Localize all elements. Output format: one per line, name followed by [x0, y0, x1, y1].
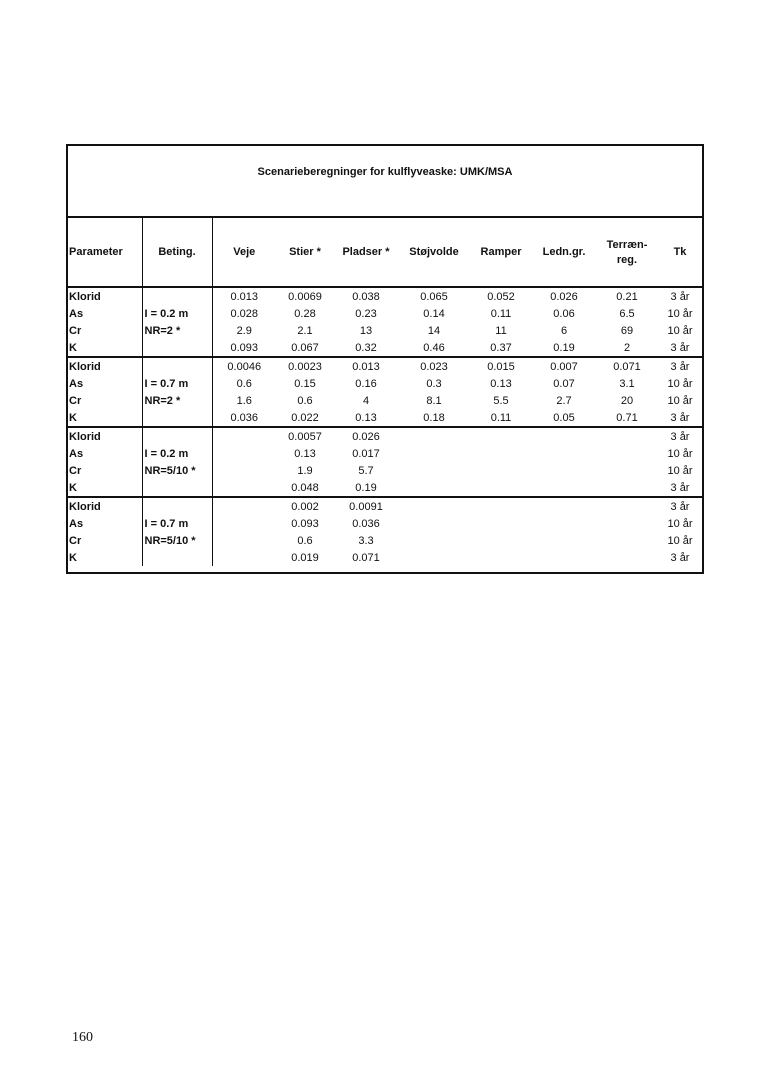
- value-cell: [532, 497, 596, 515]
- value-cell: 0.46: [398, 339, 470, 357]
- value-cell: [212, 427, 276, 445]
- value-cell: 0.13: [334, 409, 398, 427]
- value-cell: 0.0046: [227, 360, 262, 373]
- table-row: [68, 515, 702, 532]
- table-row: [68, 549, 702, 566]
- value-cell: 3 år: [658, 479, 702, 497]
- value-cell: [212, 515, 276, 532]
- table-row: [68, 532, 702, 549]
- value-cell: 3 år: [670, 500, 690, 513]
- value-cell: 0.37: [470, 339, 532, 357]
- value-cell: 10 år: [667, 324, 693, 337]
- value-cell: [398, 497, 470, 515]
- value-cell: 10 år: [667, 517, 693, 530]
- scenario-table: [68, 218, 702, 566]
- parameter-cell: Cr: [68, 532, 142, 549]
- table-row: [68, 357, 702, 375]
- condition-cell: I = 0.2 m: [142, 445, 212, 462]
- condition-cell: [142, 549, 212, 566]
- table-row: [68, 497, 702, 515]
- value-cell: 10 år: [667, 377, 693, 390]
- value-cell: [532, 462, 596, 479]
- value-cell: 10 år: [667, 394, 693, 407]
- value-cell: 0.093: [212, 339, 276, 357]
- value-cell: 3.3: [358, 534, 374, 547]
- value-cell: 0.052: [487, 290, 515, 303]
- value-cell: [532, 479, 596, 497]
- value-cell: [532, 515, 596, 532]
- parameter-cell: Klorid: [68, 427, 142, 445]
- value-cell: [398, 445, 470, 462]
- parameter-cell: Klorid: [68, 287, 142, 305]
- value-cell: [596, 479, 658, 497]
- col-header-pladser: Pladser *: [334, 218, 398, 287]
- value-cell: 5.7: [358, 464, 374, 477]
- col-header-parameter: Parameter: [68, 218, 142, 287]
- value-cell: 0.038: [352, 290, 380, 303]
- col-header-tk: Tk: [658, 218, 702, 287]
- col-header-stoejvolde: Støjvolde: [398, 218, 470, 287]
- value-cell: 0.036: [212, 409, 276, 427]
- value-cell: 0.048: [276, 479, 334, 497]
- col-header-terraen: [596, 218, 658, 287]
- value-cell: [212, 462, 276, 479]
- value-cell: [398, 532, 470, 549]
- value-cell: 0.71: [596, 409, 658, 427]
- table-row: [68, 339, 702, 357]
- col-header-ramper: Ramper: [470, 218, 532, 287]
- value-cell: [532, 427, 596, 445]
- col-header-beting: Beting.: [142, 218, 212, 287]
- value-cell: 0.015: [487, 360, 515, 373]
- table-body: [68, 287, 702, 566]
- value-cell: 8.1: [426, 394, 442, 407]
- value-cell: 0.6: [297, 394, 313, 407]
- value-cell: 0.002: [291, 500, 319, 513]
- terraen-line1: Terræn-: [606, 239, 648, 251]
- value-cell: 0.21: [616, 290, 638, 303]
- value-cell: [470, 549, 532, 566]
- condition-cell: [142, 479, 212, 497]
- value-cell: [398, 479, 470, 497]
- page-number: 160: [72, 1030, 93, 1045]
- value-cell: 0.017: [352, 447, 380, 460]
- value-cell: 0.16: [355, 377, 377, 390]
- value-cell: [470, 427, 532, 445]
- value-cell: 0.022: [276, 409, 334, 427]
- condition-cell: [142, 409, 212, 427]
- value-cell: 0.06: [553, 307, 575, 320]
- value-cell: [398, 462, 470, 479]
- value-cell: 6: [560, 324, 568, 337]
- value-cell: [596, 515, 658, 532]
- value-cell: [398, 427, 470, 445]
- value-cell: 0.071: [352, 551, 380, 564]
- value-cell: [596, 549, 658, 566]
- value-cell: [596, 532, 658, 549]
- terraen-line2: reg.: [616, 254, 638, 266]
- value-cell: 0.0023: [288, 360, 322, 373]
- value-cell: [596, 462, 658, 479]
- value-cell: 0.0069: [288, 290, 322, 303]
- condition-cell: NR=2 *: [142, 392, 212, 409]
- parameter-cell: K: [68, 549, 142, 566]
- value-cell: 3 år: [670, 430, 690, 443]
- value-cell: 0.019: [291, 551, 319, 564]
- value-cell: 6.5: [619, 307, 635, 320]
- value-cell: 69: [620, 324, 634, 337]
- value-cell: 0.071: [613, 360, 641, 373]
- value-cell: 0.13: [490, 377, 512, 390]
- value-cell: 5.5: [493, 394, 509, 407]
- condition-cell: [142, 287, 212, 305]
- table-row: [68, 409, 702, 427]
- value-cell: [596, 497, 658, 515]
- value-cell: 0.026: [352, 430, 380, 443]
- condition-cell: [142, 357, 212, 375]
- value-cell: 0.067: [276, 339, 334, 357]
- value-cell: 1.9: [297, 464, 313, 477]
- value-cell: 0.19: [532, 339, 596, 357]
- table-row: [68, 427, 702, 445]
- value-cell: [470, 515, 532, 532]
- value-cell: 0.19: [334, 479, 398, 497]
- parameter-cell: Klorid: [68, 497, 142, 515]
- value-cell: 0.023: [420, 360, 448, 373]
- value-cell: [470, 462, 532, 479]
- parameter-cell: As: [68, 515, 142, 532]
- value-cell: 2.1: [297, 324, 313, 337]
- parameter-cell: K: [68, 409, 142, 427]
- value-cell: [212, 445, 276, 462]
- table-row: [68, 322, 702, 339]
- value-cell: [398, 515, 470, 532]
- value-cell: 0.026: [550, 290, 578, 303]
- value-cell: [532, 549, 596, 566]
- parameter-cell: Klorid: [68, 357, 142, 375]
- value-cell: 0.23: [355, 307, 377, 320]
- value-cell: 4: [362, 394, 370, 407]
- parameter-cell: Cr: [68, 462, 142, 479]
- value-cell: 0.3: [426, 377, 442, 390]
- value-cell: 0.028: [230, 307, 259, 320]
- parameter-cell: Cr: [68, 322, 142, 339]
- value-cell: 0.0091: [349, 500, 383, 513]
- value-cell: 0.11: [470, 409, 532, 427]
- value-cell: 13: [359, 324, 373, 337]
- value-cell: 0.18: [398, 409, 470, 427]
- value-cell: 0.093: [291, 517, 319, 530]
- value-cell: [470, 497, 532, 515]
- col-header-ledn: Ledn.gr.: [532, 218, 596, 287]
- table-row: [68, 375, 702, 392]
- value-cell: 3 år: [658, 409, 702, 427]
- table-row: [68, 305, 702, 322]
- value-cell: 3 år: [670, 360, 690, 373]
- condition-cell: [142, 497, 212, 515]
- value-cell: [212, 497, 276, 515]
- condition-cell: I = 0.7 m: [142, 375, 212, 392]
- value-cell: 2: [596, 339, 658, 357]
- value-cell: 11: [495, 324, 507, 337]
- condition-cell: NR=2 *: [142, 322, 212, 339]
- table-row: [68, 287, 702, 305]
- value-cell: 2.7: [556, 394, 572, 407]
- header-row: [68, 218, 702, 287]
- value-cell: 3 år: [670, 290, 690, 303]
- value-cell: [470, 479, 532, 497]
- value-cell: 0.11: [490, 307, 512, 320]
- value-cell: 1.6: [236, 394, 252, 407]
- value-cell: 0.15: [294, 377, 316, 390]
- value-cell: 2.9: [236, 324, 252, 337]
- col-header-veje: Veje: [212, 218, 276, 287]
- value-cell: [212, 532, 276, 549]
- value-cell: 0.32: [334, 339, 398, 357]
- value-cell: 3 år: [658, 339, 702, 357]
- value-cell: 0.05: [532, 409, 596, 427]
- parameter-cell: K: [68, 479, 142, 497]
- value-cell: 0.6: [297, 534, 313, 547]
- table-title: Scenarieberegninger for kulflyveaske: UMK/MSA: [68, 146, 702, 218]
- results-table-frame: [66, 144, 704, 574]
- table-row: [68, 479, 702, 497]
- value-cell: 10 år: [667, 307, 693, 320]
- value-cell: 0.013: [230, 290, 259, 303]
- value-cell: [470, 445, 532, 462]
- value-cell: 0.07: [553, 377, 575, 390]
- value-cell: 0.28: [294, 307, 316, 320]
- value-cell: [596, 445, 658, 462]
- value-cell: 14: [427, 324, 441, 337]
- value-cell: [470, 532, 532, 549]
- condition-cell: I = 0.7 m: [142, 515, 212, 532]
- condition-cell: [142, 339, 212, 357]
- condition-cell: [142, 427, 212, 445]
- value-cell: 3.1: [619, 377, 635, 390]
- condition-cell: NR=5/10 *: [142, 462, 212, 479]
- value-cell: [532, 445, 596, 462]
- parameter-cell: As: [68, 305, 142, 322]
- value-cell: 0.14: [423, 307, 445, 320]
- value-cell: 0.13: [294, 447, 316, 460]
- value-cell: [596, 427, 658, 445]
- value-cell: 0.6: [236, 377, 252, 390]
- parameter-cell: Cr: [68, 392, 142, 409]
- value-cell: 0.0057: [288, 430, 322, 443]
- value-cell: 20: [620, 394, 634, 407]
- table-row: [68, 445, 702, 462]
- parameter-cell: As: [68, 445, 142, 462]
- value-cell: 0.007: [550, 360, 578, 373]
- parameter-cell: K: [68, 339, 142, 357]
- value-cell: 10 år: [667, 534, 693, 547]
- value-cell: 0.065: [420, 290, 448, 303]
- value-cell: 10 år: [667, 447, 693, 460]
- table-row: [68, 392, 702, 409]
- value-cell: [532, 532, 596, 549]
- value-cell: 3 år: [670, 551, 690, 564]
- value-cell: [212, 479, 276, 497]
- table-row: [68, 462, 702, 479]
- condition-cell: NR=5/10 *: [142, 532, 212, 549]
- value-cell: [398, 549, 470, 566]
- value-cell: 0.013: [352, 360, 380, 373]
- condition-cell: I = 0.2 m: [142, 305, 212, 322]
- value-cell: [212, 549, 276, 566]
- col-header-stier: Stier *: [276, 218, 334, 287]
- value-cell: 0.036: [352, 517, 380, 530]
- value-cell: 10 år: [667, 464, 693, 477]
- parameter-cell: As: [68, 375, 142, 392]
